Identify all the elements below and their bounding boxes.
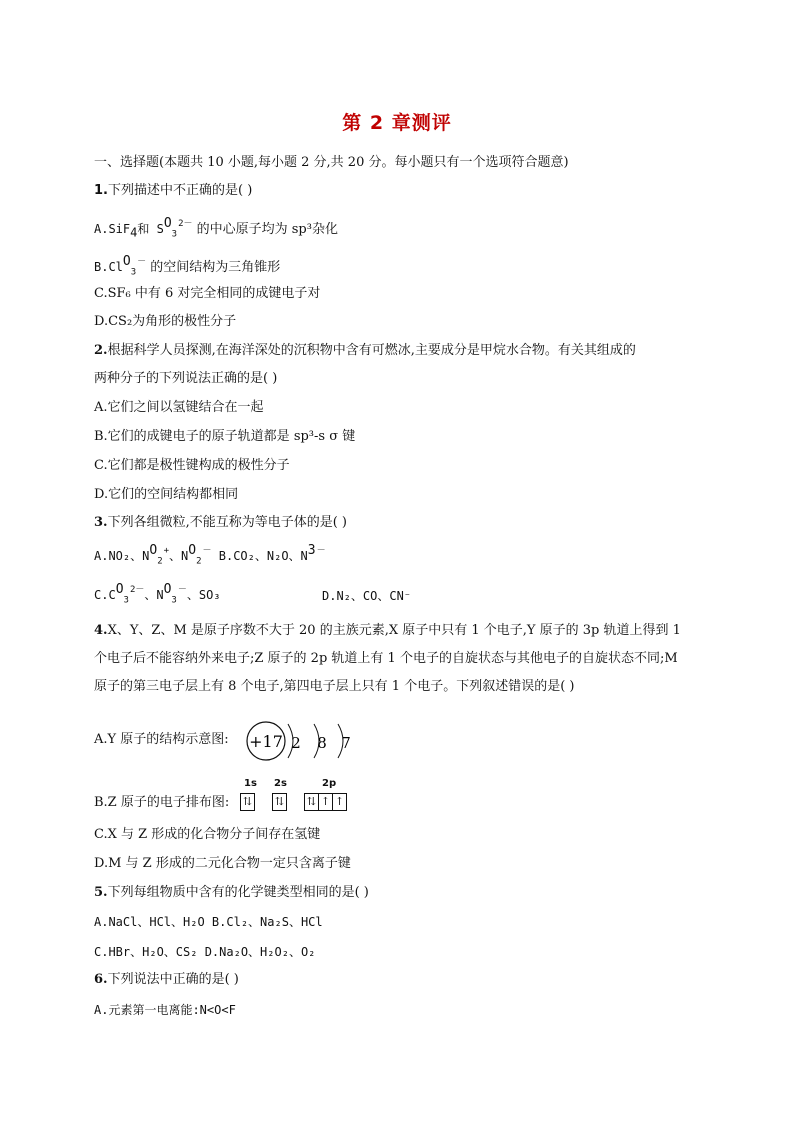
option-text: A.NO₂、N <box>94 549 150 563</box>
orbital-cell: ⇅ <box>242 795 253 808</box>
question-number: 4. <box>94 623 108 638</box>
question-text: 下列描述中不正确的是( ) <box>107 183 253 198</box>
question-6-option-a: A.元素第一电离能:N<O<F <box>94 1003 236 1017</box>
question-4-option-a: A.Y 原子的结构示意图: <box>94 732 229 747</box>
orbital-cell: ⇅ <box>305 794 319 810</box>
option-text: 、N <box>169 549 189 563</box>
ion-subscript: 3 <box>130 267 137 278</box>
option-text: 和 S <box>137 222 164 236</box>
ion-base: 3 <box>307 543 316 558</box>
atom-structure-diagram <box>244 720 354 762</box>
ion-base: O <box>163 582 172 597</box>
question-5-stem <box>94 884 369 902</box>
ion-formula <box>122 254 147 281</box>
question-2-option-c: C.它们都是极性键构成的极性分子 <box>94 458 290 473</box>
question-5-options-cd: C.HBr、H₂O、CS₂ D.Na₂O、H₂O₂、O₂ <box>94 945 316 959</box>
question-4-stem-cont-2: 原子的第三电子层上有 8 个电子,第四电子层上只有 1 个电子。下列叙述错误的是( ) <box>94 679 575 694</box>
question-2-option-a: A.它们之间以氢键结合在一起 <box>94 400 264 415</box>
option-text: C.C <box>94 588 116 602</box>
ion-base: O <box>163 216 172 231</box>
orbital-box-2p <box>304 793 347 811</box>
orbital-cell: ⇅ <box>274 795 285 808</box>
question-number: 6. <box>94 972 108 987</box>
option-text: 、N <box>144 588 164 602</box>
subscript: 4 <box>130 225 138 240</box>
orbital-cell: ↑ <box>319 794 333 810</box>
question-number: 2. <box>94 343 108 358</box>
question-3-option-d: D.N₂、CO、CN⁻ <box>322 589 412 603</box>
question-5-options-ab: A.NaCl、HCl、H₂O B.Cl₂、Na₂S、HCl <box>94 915 323 929</box>
ion-subscript: 2 <box>157 556 163 567</box>
ion-formula <box>163 582 187 609</box>
question-1-option-a <box>94 216 338 243</box>
ion-charge: － <box>177 585 187 595</box>
question-text: X、Y、Z、M 是原子序数不大于 20 的主族元素,X 原子中只有 1 个电子,Y 原子的 3p 轨道上得到 1 <box>107 623 681 638</box>
ion-formula <box>188 543 212 570</box>
orbital-label: 2s <box>274 778 287 789</box>
ion-charge: 2－ <box>129 585 145 595</box>
ion-charge: + <box>163 546 170 556</box>
orbital-box-1s <box>240 793 255 811</box>
option-text: 的中心原子均为 sp³杂化 <box>192 222 338 237</box>
ion-base: O <box>149 543 158 558</box>
question-number: 5. <box>94 885 108 900</box>
option-text: B.Cl <box>94 260 123 274</box>
shell-electrons: 8 <box>317 734 327 752</box>
ion-formula <box>307 543 326 567</box>
ion-charge: － <box>316 546 326 556</box>
orbital-cell: ↑ <box>334 795 345 808</box>
ion-base: O <box>122 254 131 269</box>
ion-base: O <box>188 543 197 558</box>
page-title: 第 2 章测评 <box>342 112 452 134</box>
question-text: 下列各组微粒,不能互称为等电子体的是( ) <box>107 515 347 530</box>
option-text: 的空间结构为三角锥形 <box>146 260 281 275</box>
ion-formula <box>115 582 145 609</box>
question-1-option-c: C.SF₆ 中有 6 对完全相同的成键电子对 <box>94 286 321 301</box>
option-text: B.CO₂、N₂O、N <box>211 549 308 563</box>
option-text: 、SO₃ <box>186 588 221 602</box>
ion-charge: 2－ <box>178 219 193 229</box>
question-4-stem <box>94 622 681 640</box>
ion-charge: － <box>202 546 212 556</box>
question-3-option-c <box>94 582 221 609</box>
ion-formula <box>149 543 170 570</box>
ion-subscript: 3 <box>123 595 129 606</box>
question-6-stem <box>94 971 239 989</box>
shell-electrons: 7 <box>341 734 351 752</box>
nucleus-charge: +17 <box>249 732 283 751</box>
ion-charge: － <box>137 257 147 267</box>
ion-formula <box>163 216 193 243</box>
question-2-option-d: D.它们的空间结构都相同 <box>94 487 239 502</box>
question-4-option-d: D.M 与 Z 形成的二元化合物一定只含离子键 <box>94 856 351 871</box>
ion-subscript: 3 <box>171 595 177 606</box>
question-3-option-ab <box>94 543 326 570</box>
ion-subscript: 2 <box>196 556 202 567</box>
question-text: 下列说法中正确的是( ) <box>107 972 239 987</box>
section-heading: 一、选择题(本题共 10 小题,每小题 2 分,共 20 分。每小题只有一个选项符合题意) <box>94 155 569 170</box>
question-2-stem-cont: 两种分子的下列说法正确的是( ) <box>94 371 278 386</box>
question-2-stem <box>94 342 636 360</box>
question-4-stem-cont-1: 个电子后不能容纳外来电子;Z 原子的 2p 轨道上有 1 个电子的自旋状态与其他电子的自旋状态不同;M <box>94 651 678 666</box>
ion-subscript: 3 <box>171 229 178 240</box>
orbital-label: 2p <box>322 778 337 789</box>
question-4-option-c: C.X 与 Z 形成的化合物分子间存在氢键 <box>94 827 321 842</box>
orbital-label: 1s <box>244 778 257 789</box>
option-text: A.SiF <box>94 222 131 236</box>
question-1-option-d: D.CS₂为角形的极性分子 <box>94 314 237 329</box>
question-1-option-b <box>94 254 281 281</box>
ion-base: O <box>115 582 124 597</box>
question-text: 根据科学人员探测,在海洋深处的沉积物中含有可燃冰,主要成分是甲烷水合物。有关其组成的 <box>107 343 636 358</box>
question-number: 3. <box>94 515 108 530</box>
question-text: 下列每组物质中含有的化学键类型相同的是( ) <box>107 885 369 900</box>
question-1-stem <box>94 182 252 200</box>
orbital-box-2s <box>272 793 287 811</box>
shell-electrons: 2 <box>291 734 301 752</box>
question-4-option-b: B.Z 原子的电子排布图: <box>94 795 230 810</box>
question-number: 1. <box>94 183 108 198</box>
question-2-option-b: B.它们的成键电子的原子轨道都是 sp³-s σ 键 <box>94 429 356 444</box>
question-3-stem <box>94 514 347 532</box>
